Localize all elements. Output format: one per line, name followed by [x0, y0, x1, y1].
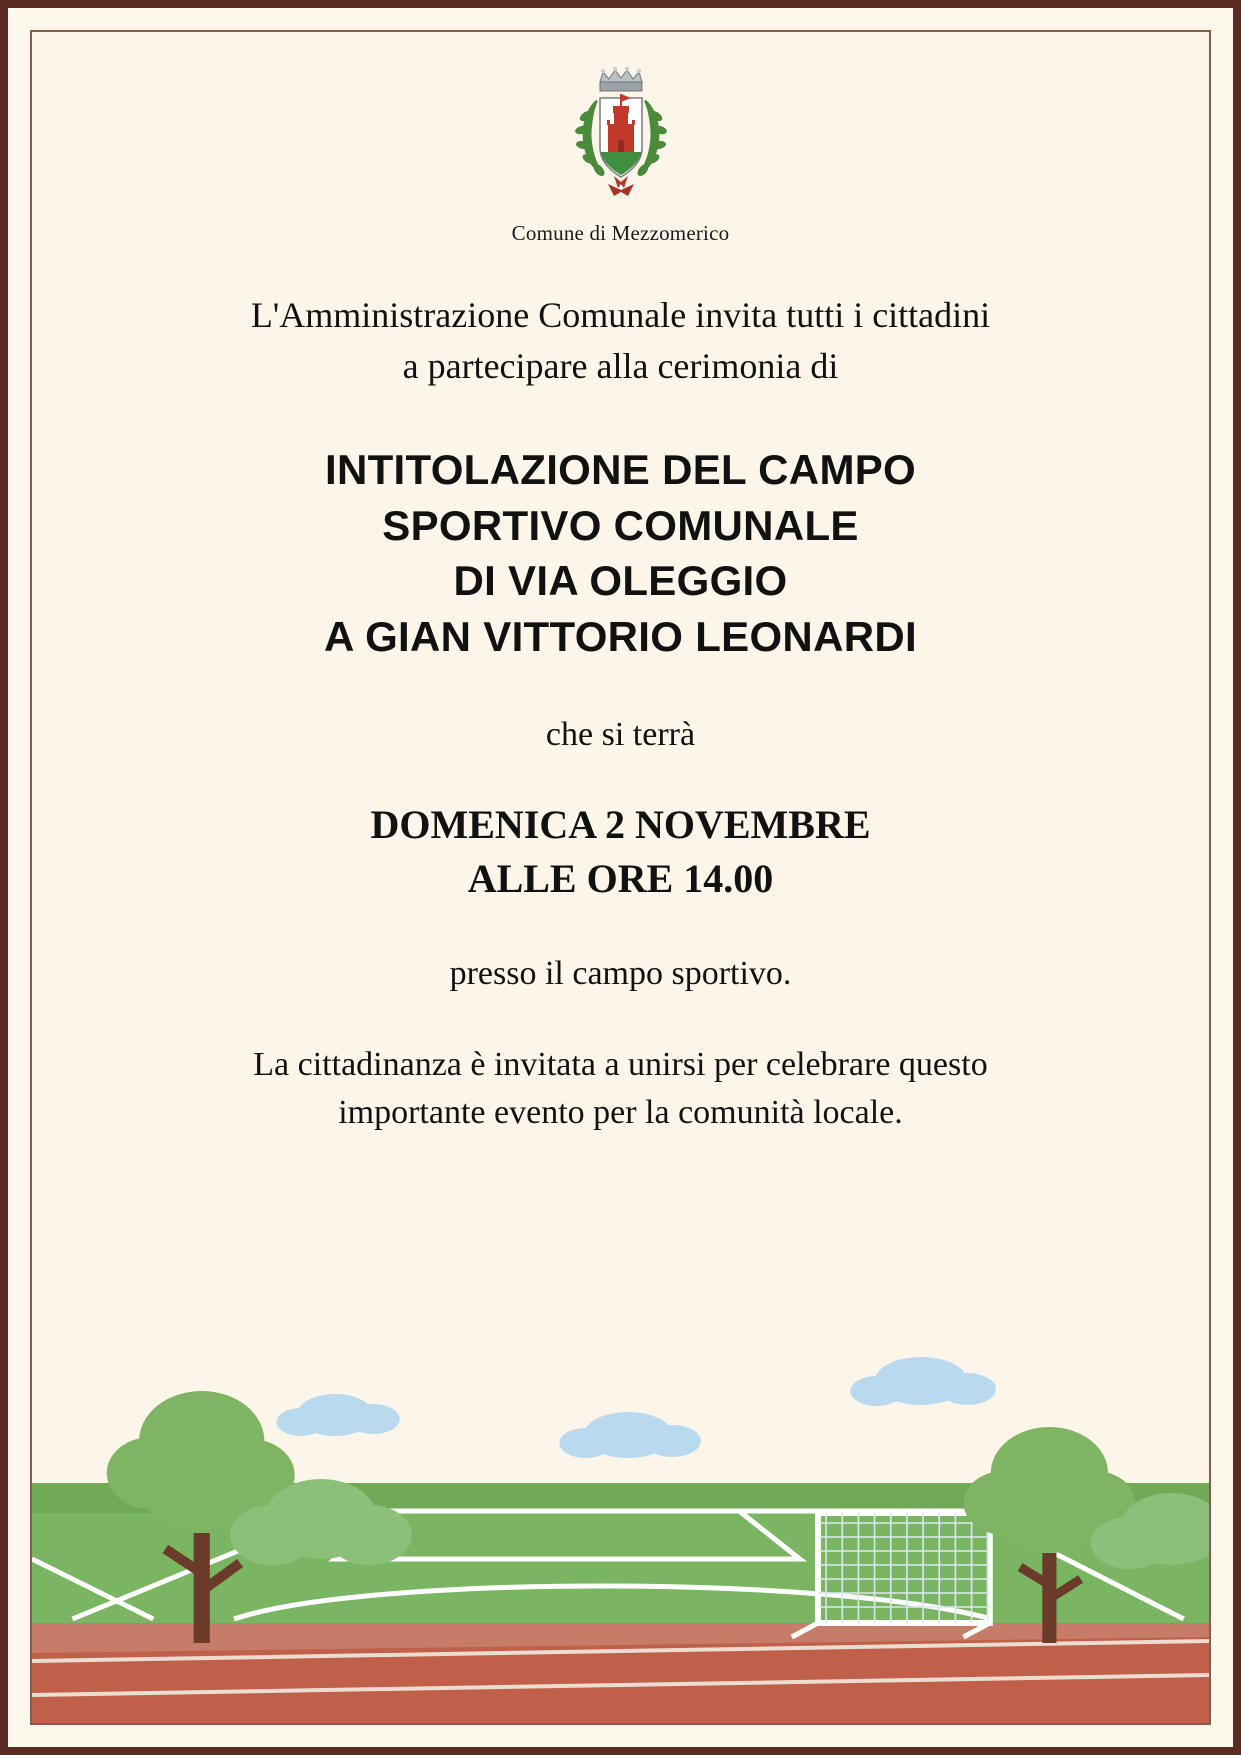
headline-line-2: SPORTIVO COMUNALE: [382, 501, 859, 549]
date-line-1: DOMENICA 2 NOVEMBRE: [370, 801, 871, 847]
headline-block: [102, 442, 1139, 664]
intro-block: [102, 290, 1139, 392]
closing-line-1: La cittadinanza è invitata a unirsi per celebrare questo: [253, 1046, 988, 1084]
date-line-2: ALLE ORE 14.00: [467, 855, 774, 901]
intro-line-2: a partecipare alla cerimonia di: [402, 346, 839, 387]
subline: che si terrà: [545, 715, 696, 753]
headline-line-3: DI VIA OLEGGIO: [453, 557, 788, 605]
closing-block: [102, 1041, 1139, 1138]
poster-content: [32, 290, 1209, 1138]
intro-line-1: L'Amministrazione Comunale invita tutti i cittadini: [250, 295, 991, 335]
place-line: presso il campo sportivo.: [449, 955, 792, 993]
date-block: [102, 798, 1139, 905]
crest-caption: Comune di Mezzomerico: [511, 221, 730, 245]
headline-line-4: A GIAN VITTORIO LEONARDI: [324, 612, 917, 660]
poster-inner-frame: [30, 30, 1211, 1725]
crest-block: [32, 32, 1209, 246]
coat-of-arms-icon: [556, 60, 686, 210]
headline-line-1: INTITOLAZIONE DEL CAMPO: [324, 446, 917, 494]
closing-line-2: importante evento per la comunità locale.: [338, 1094, 903, 1132]
sports-field-illustration: [32, 1323, 1209, 1723]
